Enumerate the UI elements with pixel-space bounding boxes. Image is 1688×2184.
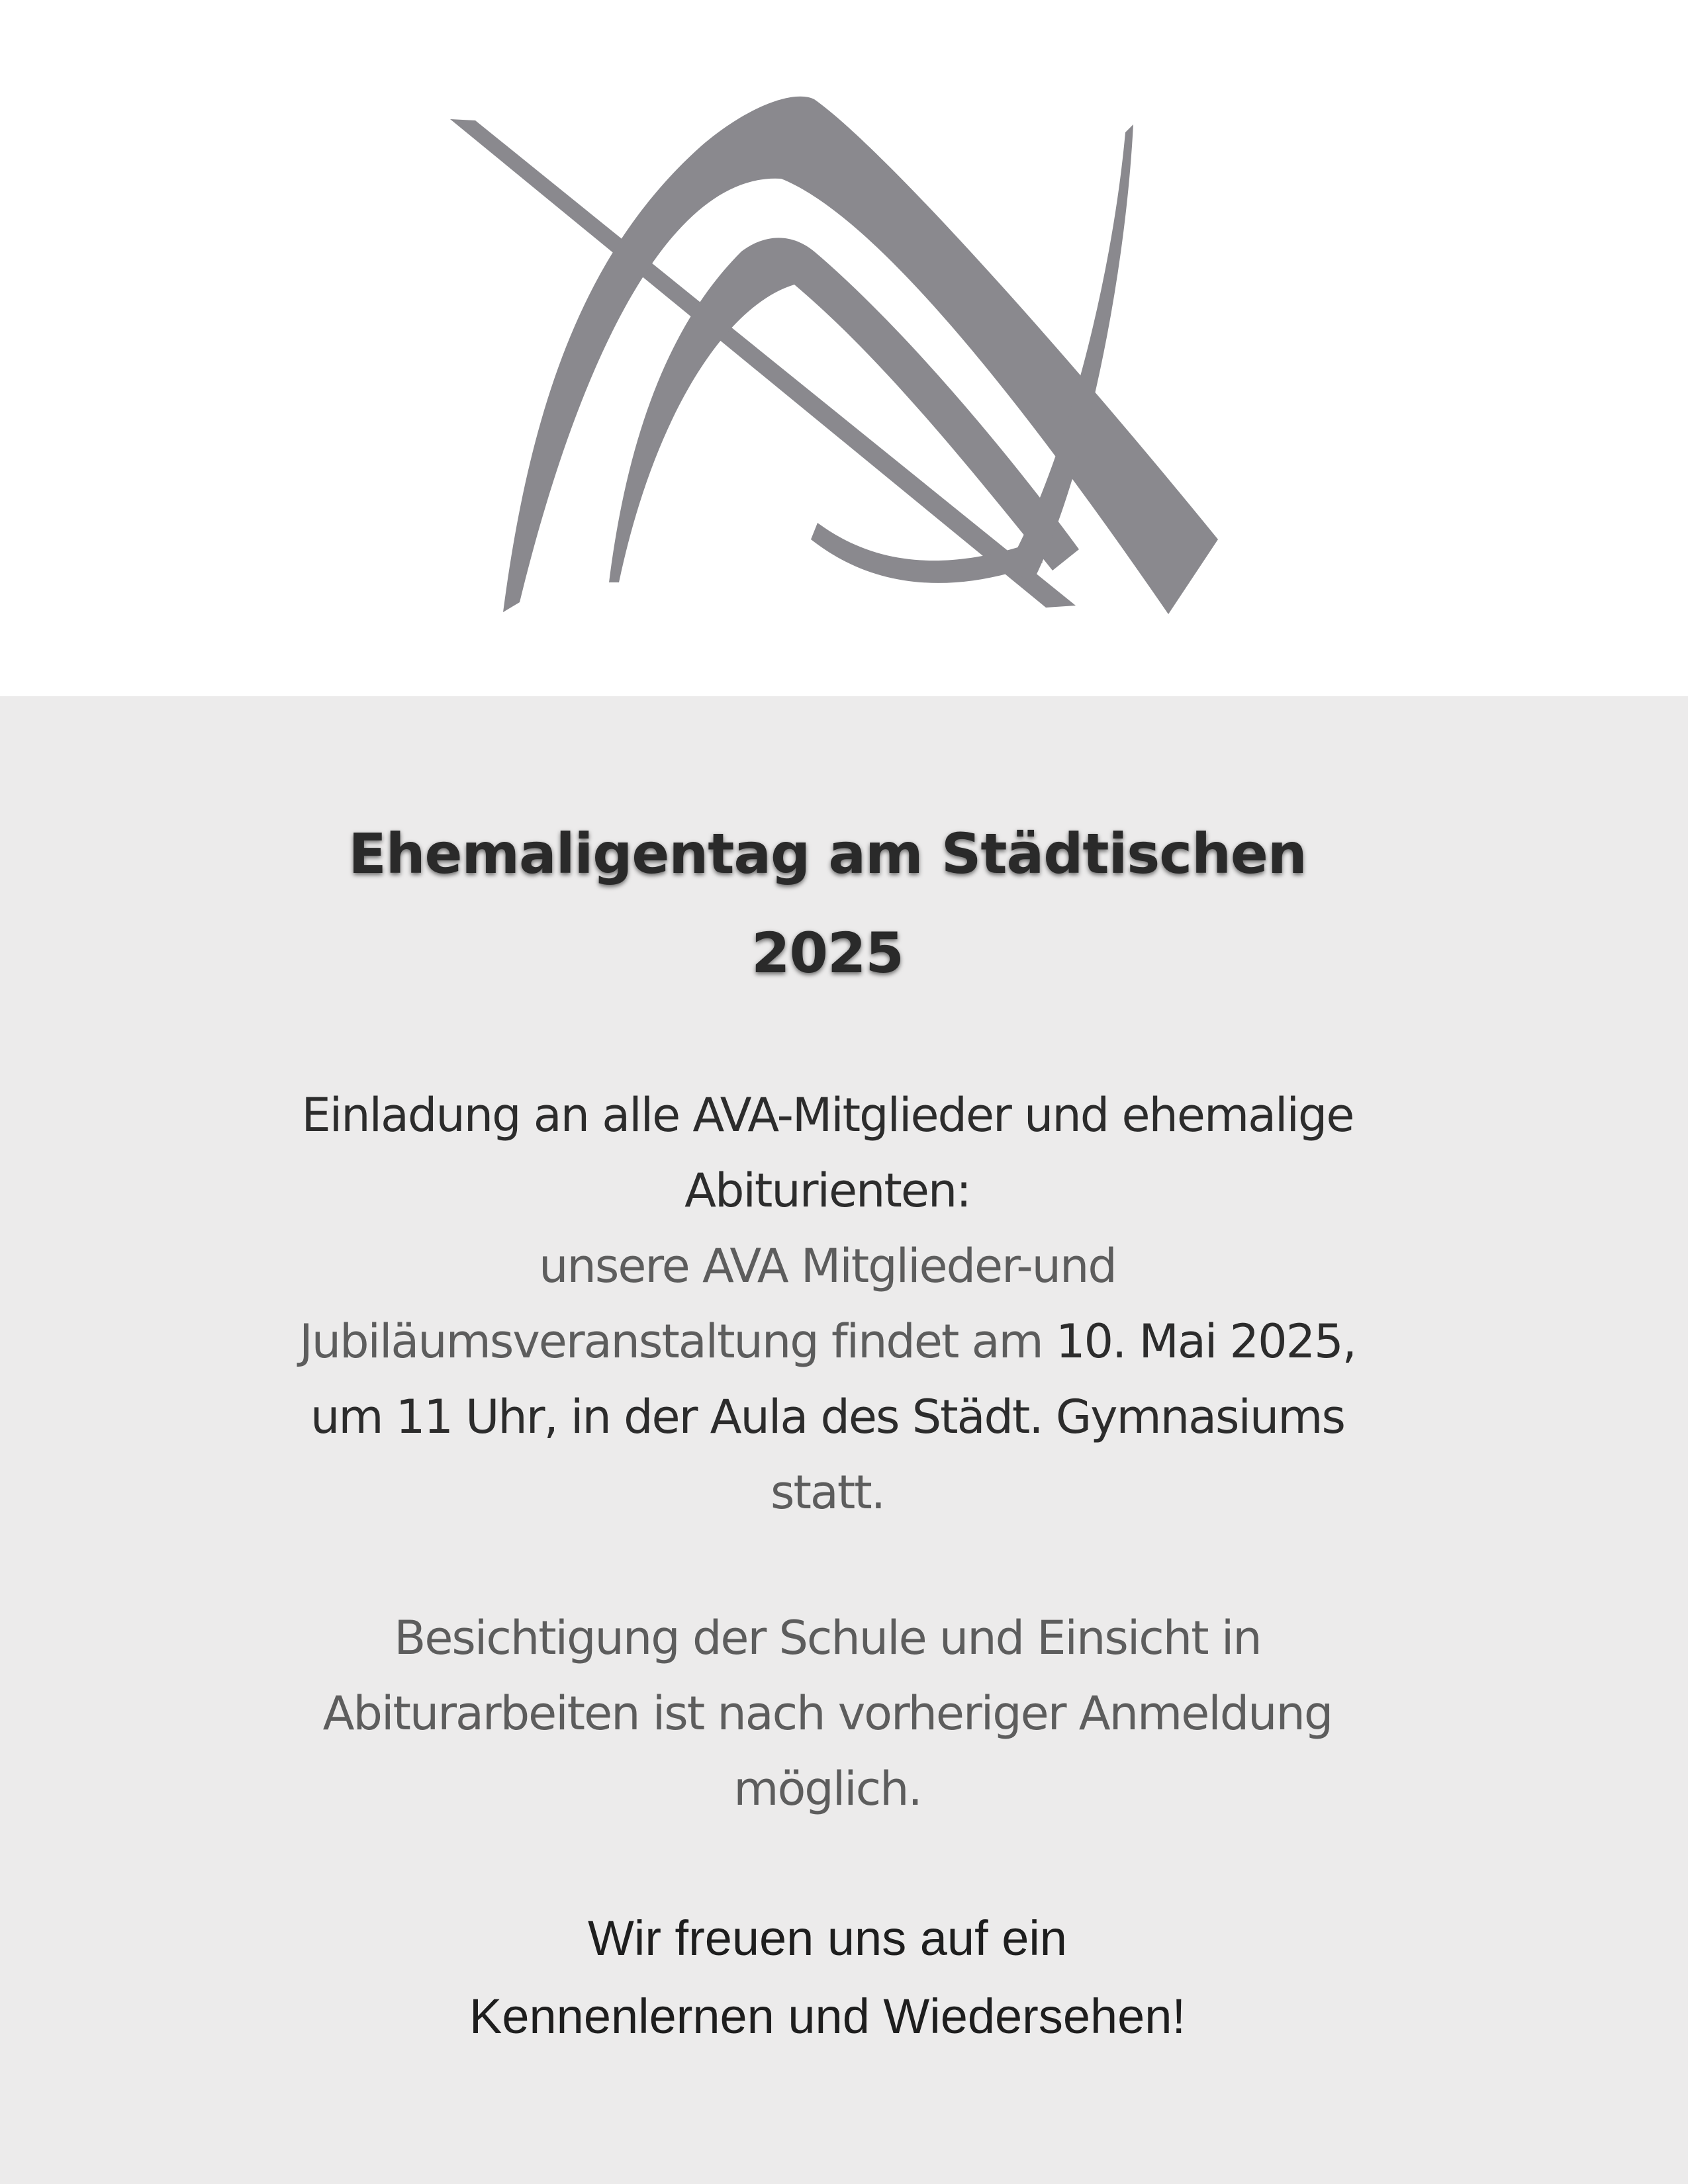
closing-message bbox=[0, 1899, 1655, 2056]
invitation-heading-line-2: Abiturienten: bbox=[684, 1163, 970, 1218]
invitation-body-line-2 bbox=[0, 1304, 1655, 1379]
invitation-body-line-2-prefix: Jubiläumsveranstaltung findet am bbox=[299, 1314, 1056, 1369]
invitation-body-line-4: statt. bbox=[771, 1465, 884, 1520]
title-line-2: 2025 bbox=[751, 921, 904, 985]
ava-alumni-logo-icon bbox=[0, 0, 1688, 696]
event-date: 10. Mai 2025, bbox=[1055, 1314, 1356, 1369]
closing-line-1: Wir freuen uns auf ein bbox=[588, 1911, 1067, 1966]
invitation-block bbox=[0, 1077, 1655, 1530]
logo-area bbox=[0, 0, 1688, 696]
visit-line-3: möglich. bbox=[733, 1762, 921, 1816]
visit-info-block bbox=[0, 1600, 1655, 1827]
closing-line-2: Kennenlernen und Wiedersehen! bbox=[469, 1989, 1186, 2044]
visit-line-1: Besichtigung der Schule und Einsicht in bbox=[394, 1611, 1261, 1665]
visit-line-2: Abiturarbeiten ist nach vorheriger Anmeldung bbox=[322, 1686, 1333, 1741]
invitation-body-line-1: unsere AVA Mitglieder-und bbox=[539, 1239, 1116, 1293]
event-time-location: um 11 Uhr, in der Aula des Städt. Gymnasiums bbox=[310, 1390, 1344, 1444]
invitation-heading-line-1: Einladung an alle AVA-Mitglieder und ehemalige bbox=[301, 1088, 1354, 1142]
page-title bbox=[0, 804, 1655, 1003]
title-line-1: Ehemaligentag am Städtischen bbox=[348, 821, 1307, 886]
